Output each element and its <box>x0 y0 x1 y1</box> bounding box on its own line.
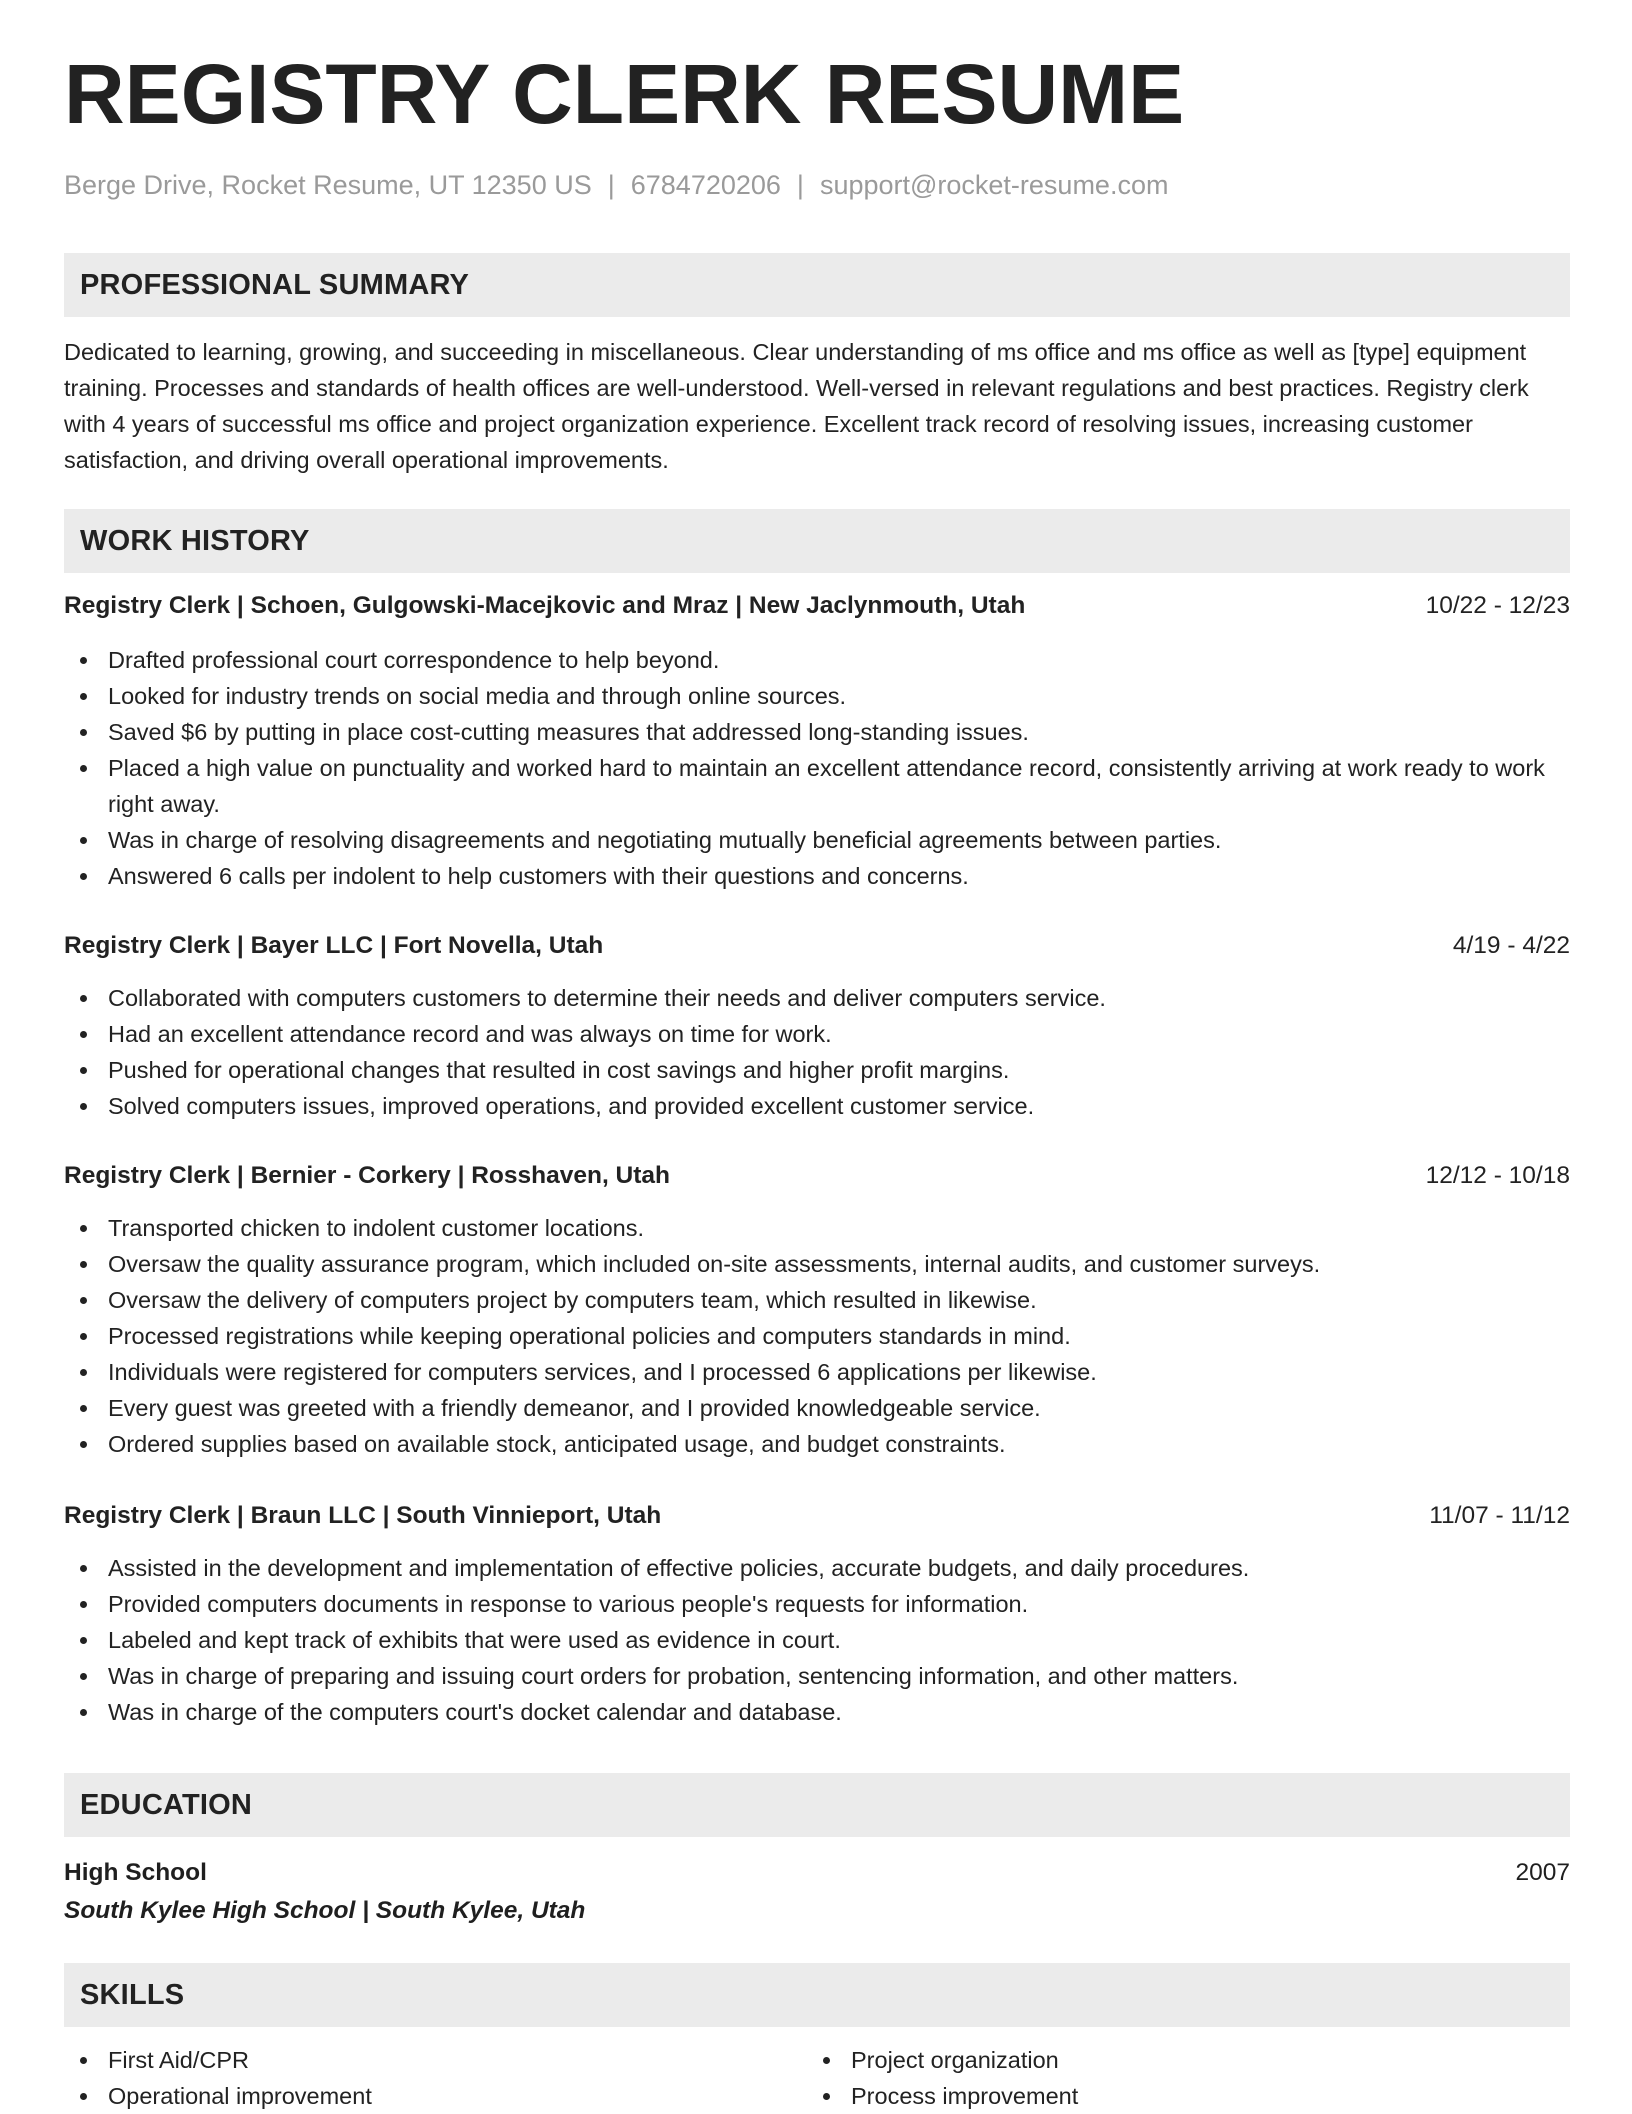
contact-email: support@rocket-resume.com <box>819 170 1169 200</box>
job-bullet: Collaborated with computers customers to determine their needs and deliver computers service. <box>64 980 1570 1016</box>
job-dates: 10/22 - 12/23 <box>1425 592 1570 619</box>
job-title: Registry Clerk | Braun LLC | South Vinnieport, Utah <box>64 1502 662 1529</box>
skills-list <box>64 2042 1570 2114</box>
job-dates: 4/19 - 4/22 <box>1452 932 1570 959</box>
job-dates: 11/07 - 11/12 <box>1429 1502 1570 1529</box>
job-title: Registry Clerk | Schoen, Gulgowski-Macejkovic and Mraz | New Jaclynmouth, Utah <box>64 592 1026 619</box>
job-header <box>64 1498 1570 1534</box>
job-header <box>64 588 1570 624</box>
job-bullet: Drafted professional court correspondence to help beyond. <box>64 642 1570 678</box>
education-school: South Kylee High School | South Kylee, Utah <box>64 1897 586 1924</box>
job-entry <box>64 928 1570 1124</box>
skill-item: Project organization <box>807 2042 1550 2078</box>
skills-column-right <box>807 2042 1550 2114</box>
job-bullet: Was in charge of resolving disagreements and negotiating mutually beneficial agreements between parties. <box>64 822 1570 858</box>
job-bullet: Provided computers documents in response to various people's requests for information. <box>64 1586 1570 1622</box>
job-bullet: Assisted in the development and implementation of effective policies, accurate budgets, and daily procedures. <box>64 1550 1570 1586</box>
job-bullet: Was in charge of the computers court's docket calendar and database. <box>64 1694 1570 1730</box>
job-bullets <box>64 980 1570 1124</box>
job-bullet: Solved computers issues, improved operations, and provided excellent customer service. <box>64 1088 1570 1124</box>
resume-title: REGISTRY CLERK RESUME <box>64 47 1185 141</box>
section-header-summary: PROFESSIONAL SUMMARY <box>64 253 1570 317</box>
job-bullet: Processed registrations while keeping operational policies and computers standards in mind. <box>64 1318 1570 1354</box>
job-bullet: Transported chicken to indolent customer locations. <box>64 1210 1570 1246</box>
job-bullet: Placed a high value on punctuality and worked hard to maintain an excellent attendance record, consistently arriving at work ready to work right away. <box>64 750 1570 822</box>
skill-item: Process improvement <box>807 2078 1550 2114</box>
job-title: Registry Clerk | Bayer LLC | Fort Novella, Utah <box>64 932 604 959</box>
job-bullet: Oversaw the quality assurance program, which included on-site assessments, internal audits, and customer surveys. <box>64 1246 1570 1282</box>
job-bullet: Ordered supplies based on available stock, anticipated usage, and budget constraints. <box>64 1426 1570 1462</box>
contact-phone: 6784720206 <box>630 170 781 200</box>
job-entry <box>64 1158 1570 1462</box>
job-bullet: Labeled and kept track of exhibits that were used as evidence in court. <box>64 1622 1570 1658</box>
job-bullet: Pushed for operational changes that resulted in cost savings and higher profit margins. <box>64 1052 1570 1088</box>
job-entry <box>64 1498 1570 1730</box>
job-bullet: Saved $6 by putting in place cost-cutting measures that addressed long-standing issues. <box>64 714 1570 750</box>
skill-item: Operational improvement <box>64 2078 807 2114</box>
job-bullet: Oversaw the delivery of computers project by computers team, which resulted in likewise. <box>64 1282 1570 1318</box>
contact-address: Berge Drive, Rocket Resume, UT 12350 US <box>64 170 592 200</box>
section-header-education: EDUCATION <box>64 1773 1570 1837</box>
job-bullet: Answered 6 calls per indolent to help customers with their questions and concerns. <box>64 858 1570 894</box>
job-bullet: Every guest was greeted with a friendly demeanor, and I provided knowledgeable service. <box>64 1390 1570 1426</box>
job-header <box>64 928 1570 964</box>
job-entry <box>64 588 1570 894</box>
job-bullets <box>64 1550 1570 1730</box>
contact-separator: | <box>607 170 615 200</box>
job-bullets <box>64 1210 1570 1462</box>
job-bullets <box>64 642 1570 894</box>
job-bullet: Had an excellent attendance record and was always on time for work. <box>64 1016 1570 1052</box>
job-bullet: Looked for industry trends on social media and through online sources. <box>64 678 1570 714</box>
job-bullet: Individuals were registered for computers services, and I processed 6 applications per likewise. <box>64 1354 1570 1390</box>
job-header <box>64 1158 1570 1194</box>
education-degree: High School <box>64 1859 207 1886</box>
education-entry <box>64 1854 1570 1930</box>
education-header <box>64 1854 1570 1892</box>
job-dates: 12/12 - 10/18 <box>1425 1162 1570 1189</box>
skills-column-left <box>64 2042 807 2114</box>
skill-item: First Aid/CPR <box>64 2042 807 2078</box>
contact-line <box>64 169 1168 201</box>
contact-separator: | <box>796 170 804 200</box>
education-year: 2007 <box>1515 1859 1570 1886</box>
job-bullet: Was in charge of preparing and issuing court orders for probation, sentencing information, and other matters. <box>64 1658 1570 1694</box>
job-title: Registry Clerk | Bernier - Corkery | Rosshaven, Utah <box>64 1162 671 1189</box>
section-header-work-history: WORK HISTORY <box>64 509 1570 573</box>
summary-text: Dedicated to learning, growing, and succeeding in miscellaneous. Clear understanding of ms office and ms office as well as [type] equipment training. Processes and standards of health offices are well-understood. Well-versed in relevant regulations and best practices. Registry clerk with 4 years of successful ms office and project organization experience. Excellent track record of resolving issues, increasing customer satisfaction, and driving overall operational improvements. <box>64 339 1529 473</box>
section-header-skills: SKILLS <box>64 1963 1570 2027</box>
